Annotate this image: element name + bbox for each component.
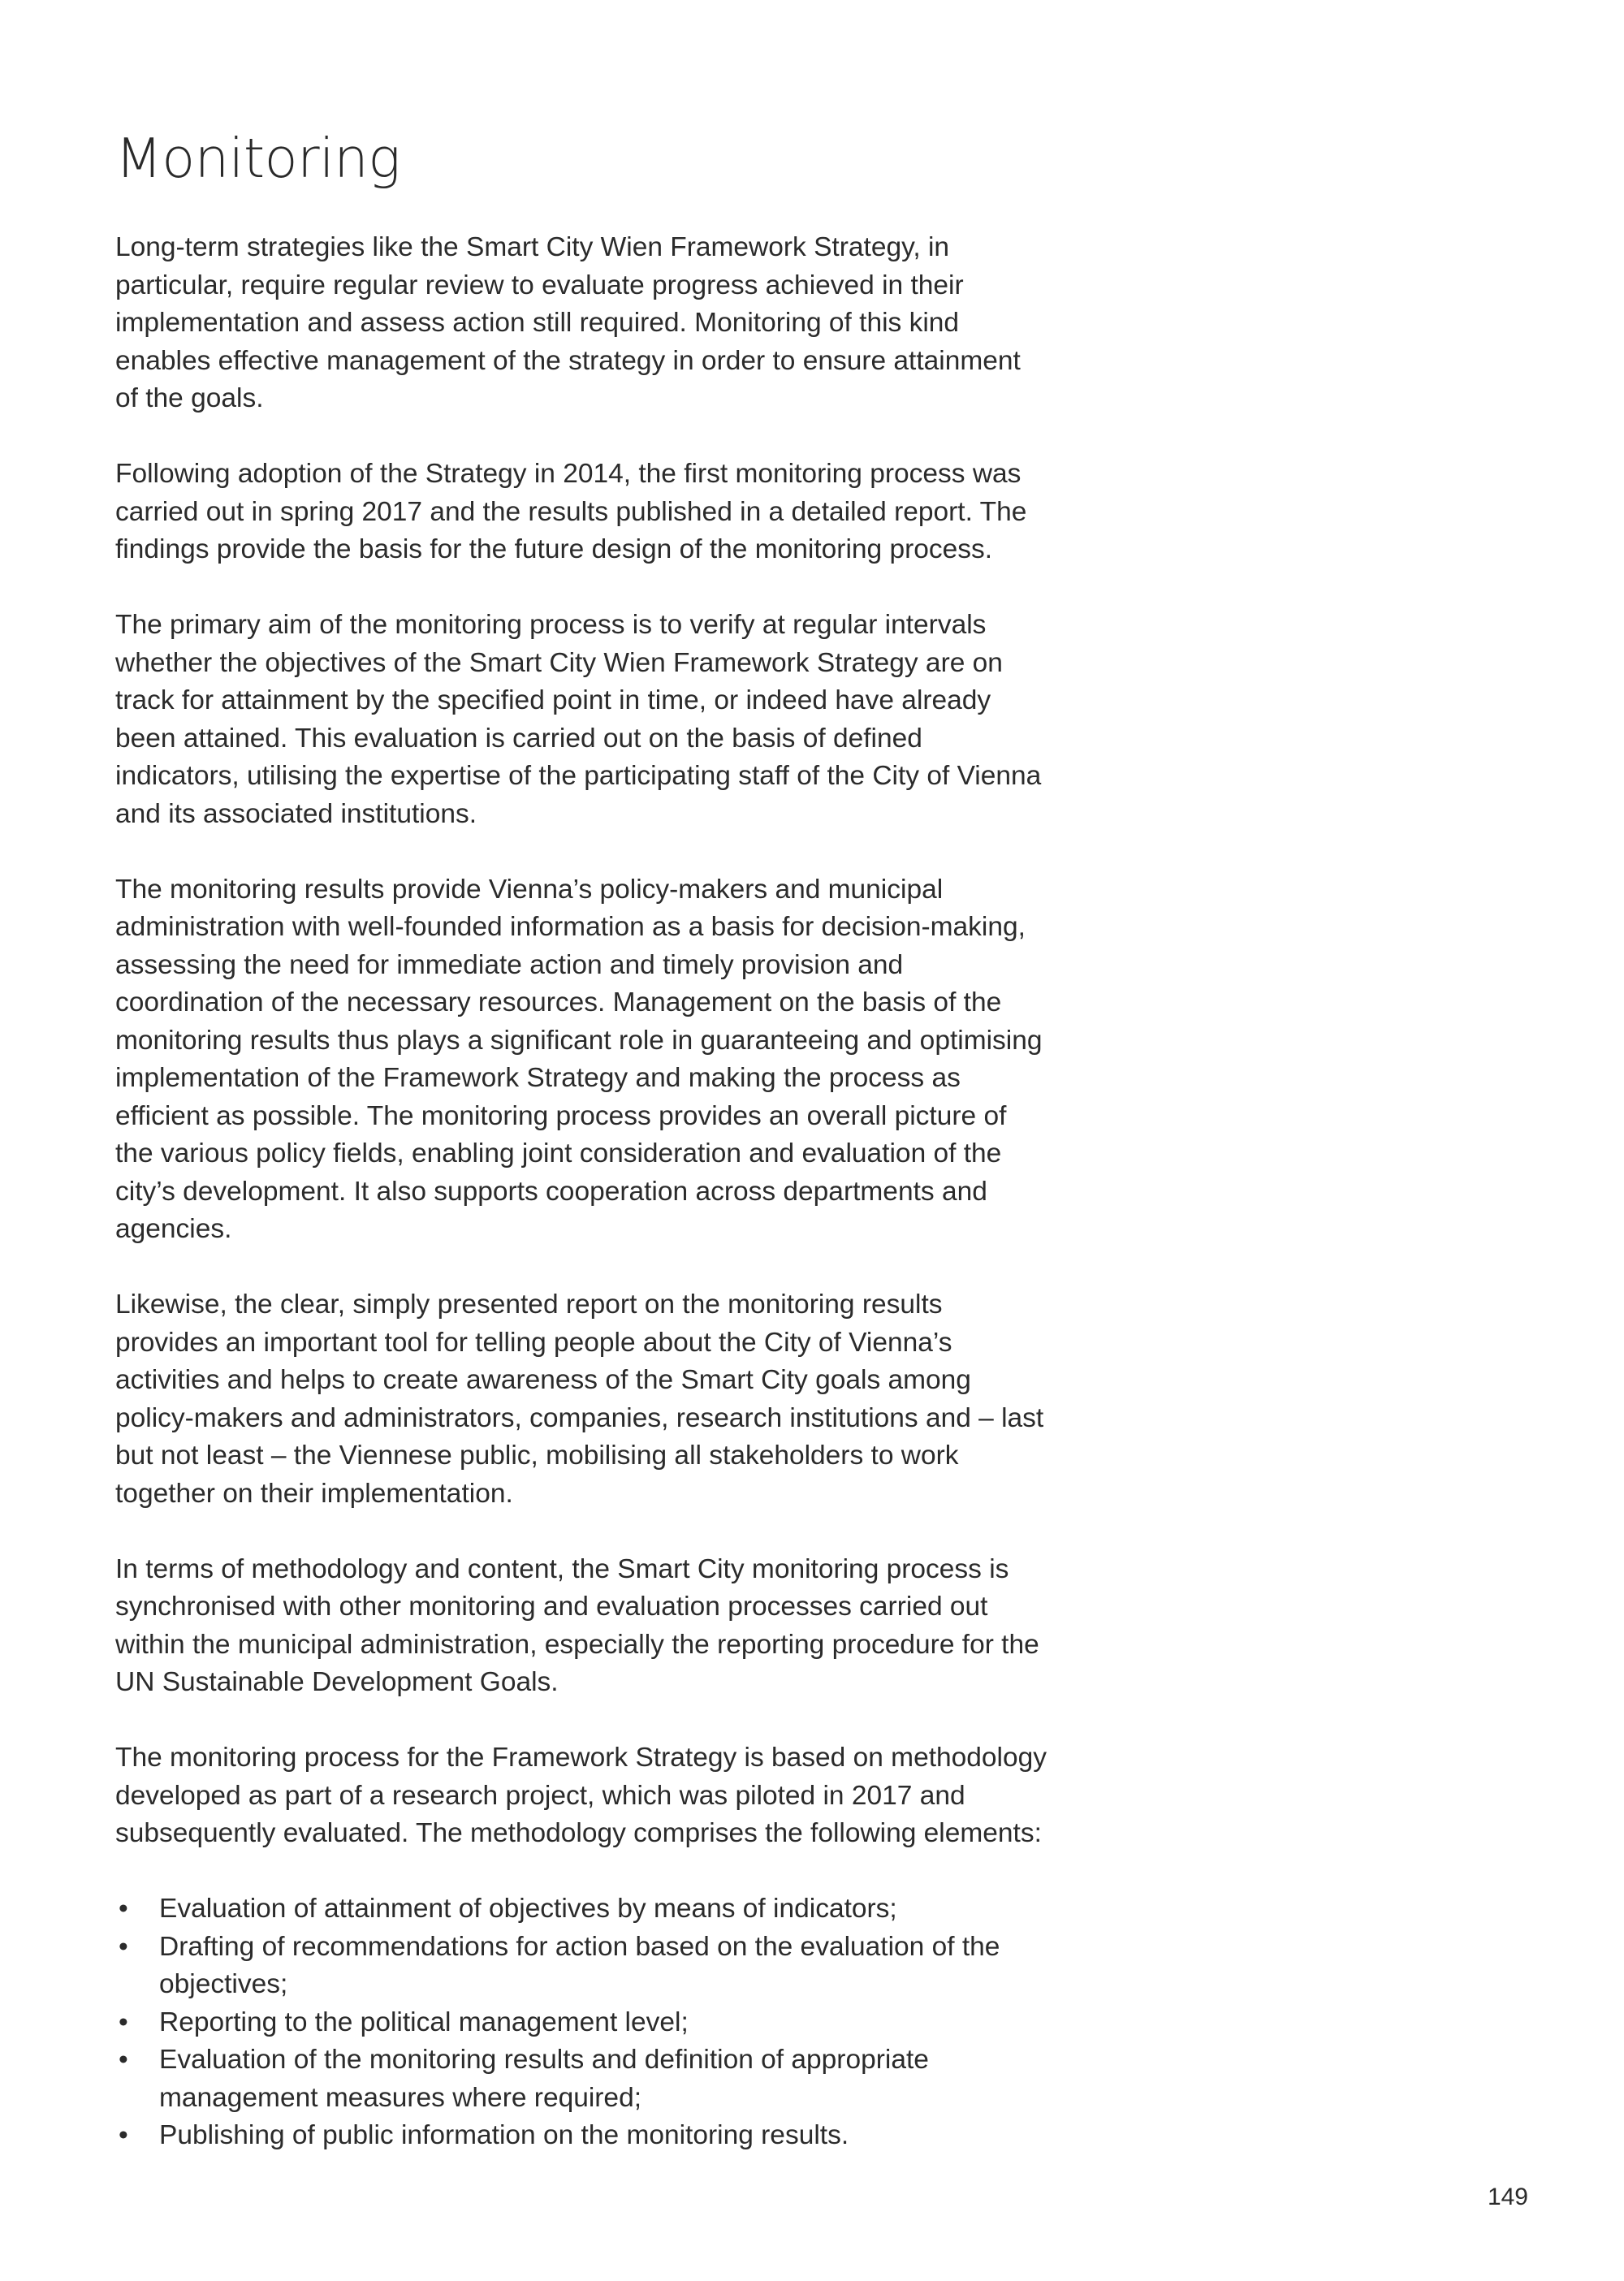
list-item-text: Evaluation of the monitoring results and definition of appropriate management measures where required;: [159, 2045, 929, 2113]
page-title: Monitoring: [115, 127, 400, 190]
list-item: [115, 1929, 1049, 2004]
list-item: [115, 1890, 1049, 1929]
paragraph-intro: Long-term strategies like the Smart City Wien Framework Strategy, in particular, require regular review to evaluate progress achieved in their implementation and assess action still required. Monitoring of this kind enables effective management of the strategy in order to ensure attainment of the goals.: [115, 232, 1021, 413]
list-item: [115, 2004, 1049, 2042]
paragraph-report-tool: Likewise, the clear, simply presented report on the monitoring results provides an important tool for telling people about the City of Vienna’s activities and helps to create awareness of the Smart City goals among policy-makers and administrators, companies, research institutions and – last but not least – the Viennese public, mobilising all stakeholders to work together on their implementation.: [115, 1290, 1044, 1509]
paragraph-results-use: The monitoring results provide Vienna’s policy-makers and municipal administration with well-founded information as a basis for decision-making, assessing the need for immediate action and timely provision and coordination of the necessary resources. Management on the basis of the monitoring results thus plays a significant role in guaranteeing and optimising implementation of the Framework Strategy and making the process as efficient as possible. The monitoring process provides an overall picture of the various policy fields, enabling joint consideration and evaluation of the city’s development. It also supports cooperation across departments and agencies.: [115, 874, 1043, 1244]
list-item-text: Evaluation of attainment of objectives by means of indicators;: [159, 1894, 897, 1924]
paragraph-methodology-sync: In terms of methodology and content, the Smart City monitoring process is synchronised with other monitoring and evaluation processes carried out within the municipal administration, especially the reporting procedure for the UN Sustainable Development Goals.: [115, 1553, 1039, 1697]
methodology-elements-list: [115, 1890, 1049, 2155]
list-item-text: Reporting to the political management level;: [159, 2007, 689, 2037]
bullet-icon: •: [119, 2120, 128, 2150]
paragraph-methodology-basis: The monitoring process for the Framework Strategy is based on methodology developed as part of a research project, which was piloted in 2017 and subsequently evaluated. The methodology comprises the following elements:: [115, 1743, 1047, 1848]
paragraph-primary-aim: The primary aim of the monitoring process is to verify at regular intervals whether the objectives of the Smart City Wien Framework Strategy are on track for attainment by the specified point in time, or indeed have already been attained. This evaluation is carried out on the basis of defined indicators, utilising the expertise of the participating staff of the City of Vienna and its associated institutions.: [115, 610, 1042, 829]
page-number: 149: [1487, 2184, 1528, 2210]
list-item: [115, 2041, 1049, 2117]
bullet-icon: •: [119, 1931, 128, 1962]
main-content: [115, 122, 1049, 2155]
list-item-text: Publishing of public information on the monitoring results.: [159, 2120, 849, 2150]
paragraph-adoption: Following adoption of the Strategy in 2014, the first monitoring process was carried out in spring 2017 and the results published in a detailed report. The findings provide the basis for the future design of the monitoring process.: [115, 459, 1027, 564]
bullet-icon: •: [119, 1894, 128, 1924]
list-item-text: Drafting of recommendations for action based on the evaluation of the objectives;: [159, 1931, 1000, 1999]
list-item: [115, 2117, 1049, 2155]
bullet-icon: •: [119, 2045, 128, 2075]
bullet-icon: •: [119, 2007, 128, 2037]
